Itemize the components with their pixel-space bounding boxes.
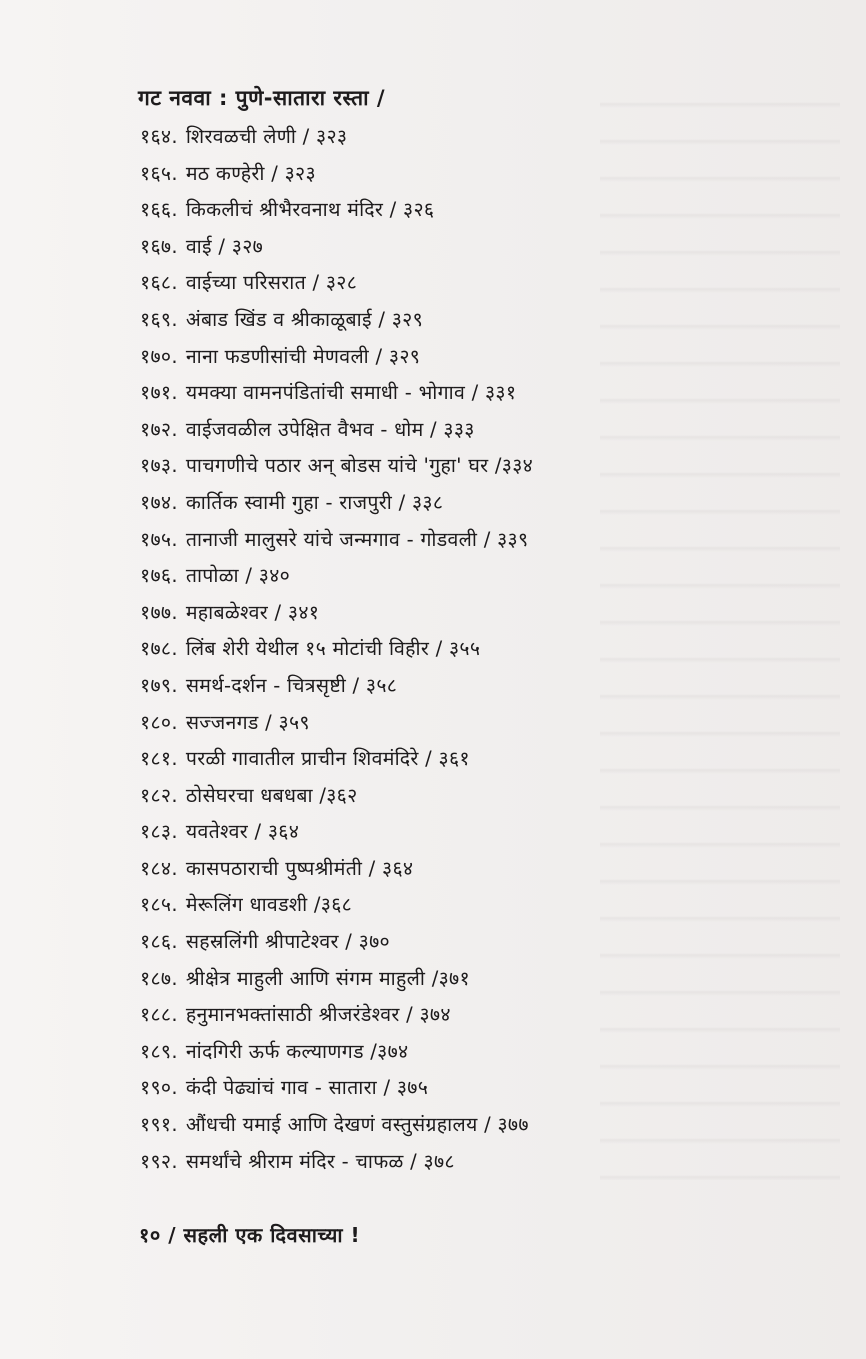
toc-entry: [140, 1034, 533, 1071]
entry-number: १७३.: [140, 454, 178, 478]
entry-title: सज्जनगड / ३५९: [185, 710, 310, 734]
entry-title: तापोळा / ३४०: [185, 564, 291, 588]
toc-entry: [140, 119, 533, 156]
entry-number: १८५.: [140, 893, 178, 917]
entry-number: १८७.: [140, 966, 178, 990]
entry-title: किकलीचं श्रीभैरवनाथ मंदिर / ३२६: [185, 198, 435, 222]
contents-list: [140, 119, 533, 1180]
entry-number: १९०.: [140, 1076, 178, 1100]
toc-entry: [140, 485, 533, 522]
entry-title: तानाजी मालुसरे यांचे जन्मगाव - गोडवली / ३३९: [185, 527, 529, 551]
toc-entry: [140, 924, 533, 961]
entry-number: १८३.: [140, 820, 178, 844]
entry-number: १८८.: [140, 1003, 178, 1027]
entry-number: १६७.: [140, 234, 178, 258]
entry-number: १७२.: [140, 417, 178, 441]
toc-entry: [140, 375, 533, 412]
entry-title: मेरूलिंग धावडशी /३६८: [185, 893, 353, 917]
entry-number: १६९.: [140, 307, 178, 331]
toc-entry: [140, 192, 533, 229]
toc-entry: [140, 814, 533, 851]
toc-entry: [140, 851, 533, 888]
entry-number: १७६.: [140, 564, 178, 588]
toc-entry: [140, 448, 533, 485]
entry-number: १९२.: [140, 1149, 178, 1173]
entry-title: यमक्या वामनपंडितांची समाधी - भोगाव / ३३१: [185, 381, 517, 405]
entry-number: १६४.: [140, 125, 178, 148]
toc-entry: [140, 668, 533, 705]
entry-title: अंबाड खिंड व श्रीकाळूबाई / ३२९: [185, 307, 424, 331]
toc-entry: [140, 887, 533, 924]
entry-title: लिंब शेरी येथील १५ मोटांची विहीर / ३५५: [185, 637, 481, 661]
entry-number: १८०.: [140, 710, 178, 734]
entry-title: कार्तिक स्वामी गुहा - राजपुरी / ३३८: [185, 490, 444, 514]
toc-entry: [140, 1107, 533, 1144]
entry-title: सहस्रलिंगी श्रीपाटेश्वर / ३७०: [185, 930, 390, 954]
section-heading: गट नववा : पुणे-सातारा रस्ता /: [138, 86, 386, 110]
entry-number: १८१.: [140, 747, 178, 771]
toc-entry: [140, 997, 533, 1034]
entry-title: वाईच्या परिसरात / ३२८: [185, 271, 358, 295]
toc-entry: [140, 631, 533, 668]
entry-number: १६५.: [140, 161, 178, 185]
entry-number: १८६.: [140, 930, 178, 954]
toc-entry: [140, 522, 533, 559]
entry-number: १६६.: [140, 198, 178, 222]
entry-title: पाचगणीचे पठार अन् बोडस यांचे 'गुहा' घर /३३४: [185, 454, 534, 478]
toc-entry: [140, 1144, 533, 1181]
entry-number: १७८.: [140, 637, 178, 661]
toc-entry: [140, 705, 533, 742]
entry-title: समर्थांचे श्रीराम मंदिर - चाफळ / ३७८: [185, 1149, 455, 1173]
entry-title: वाई / ३२७: [185, 234, 264, 258]
entry-title: समर्थ-दर्शन - चित्रसृष्टी / ३५८: [185, 673, 398, 697]
entry-title: परळी गावातील प्राचीन शिवमंदिरे / ३६१: [185, 747, 470, 771]
entry-title: वाईजवळील उपेक्षित वैभव - धोम / ३३३: [185, 417, 475, 441]
show-through-texture: [600, 80, 840, 1180]
page-footer: १० / सहली एक दिवसाच्या !: [139, 1223, 361, 1247]
entry-number: १८४.: [140, 856, 178, 880]
entry-number: १७०.: [140, 344, 178, 368]
entry-title: ठोसेघरचा धबधबा /३६२: [185, 783, 358, 807]
entry-title: शिरवळची लेणी / ३२३: [185, 125, 348, 148]
entry-title: नांदगिरी ऊर्फ कल्याणगड /३७४: [185, 1039, 409, 1063]
toc-entry: [140, 778, 533, 815]
toc-entry: [140, 1070, 533, 1107]
entry-number: १९१.: [140, 1113, 178, 1137]
toc-entry: [140, 412, 533, 449]
entry-title: कंदी पेढ्यांचं गाव - सातारा / ३७५: [185, 1076, 429, 1100]
entry-number: १७७.: [140, 600, 178, 624]
toc-entry: [140, 558, 533, 595]
entry-number: १७१.: [140, 381, 178, 405]
entry-number: १७५.: [140, 527, 178, 551]
entry-title: यवतेश्वर / ३६४: [185, 820, 300, 844]
toc-entry: [140, 961, 533, 998]
toc-entry: [140, 265, 533, 302]
toc-entry: [140, 229, 533, 266]
entry-title: श्रीक्षेत्र माहुली आणि संगम माहुली /३७१: [185, 966, 470, 990]
entry-title: कासपठाराची पुष्पश्रीमंती / ३६४: [185, 856, 414, 880]
entry-title: मठ कण्हेरी / ३२३: [185, 161, 316, 185]
entry-number: १६८.: [140, 271, 178, 295]
toc-entry: [140, 595, 533, 632]
toc-entry: [140, 156, 533, 193]
toc-entry: [140, 339, 533, 376]
entry-number: १७४.: [140, 490, 178, 514]
entry-number: १८२.: [140, 783, 178, 807]
entry-title: नाना फडणीसांची मेणवली / ३२९: [185, 344, 421, 368]
entry-title: महाबळेश्वर / ३४१: [185, 600, 320, 624]
toc-entry: [140, 741, 533, 778]
entry-number: १७९.: [140, 673, 178, 697]
entry-title: औंधची यमाई आणि देखणं वस्तुसंग्रहालय / ३७७: [185, 1113, 529, 1137]
entry-title: हनुमानभक्तांसाठी श्रीजरंडेश्वर / ३७४: [185, 1003, 451, 1027]
entry-number: १८९.: [140, 1039, 178, 1063]
toc-entry: [140, 302, 533, 339]
